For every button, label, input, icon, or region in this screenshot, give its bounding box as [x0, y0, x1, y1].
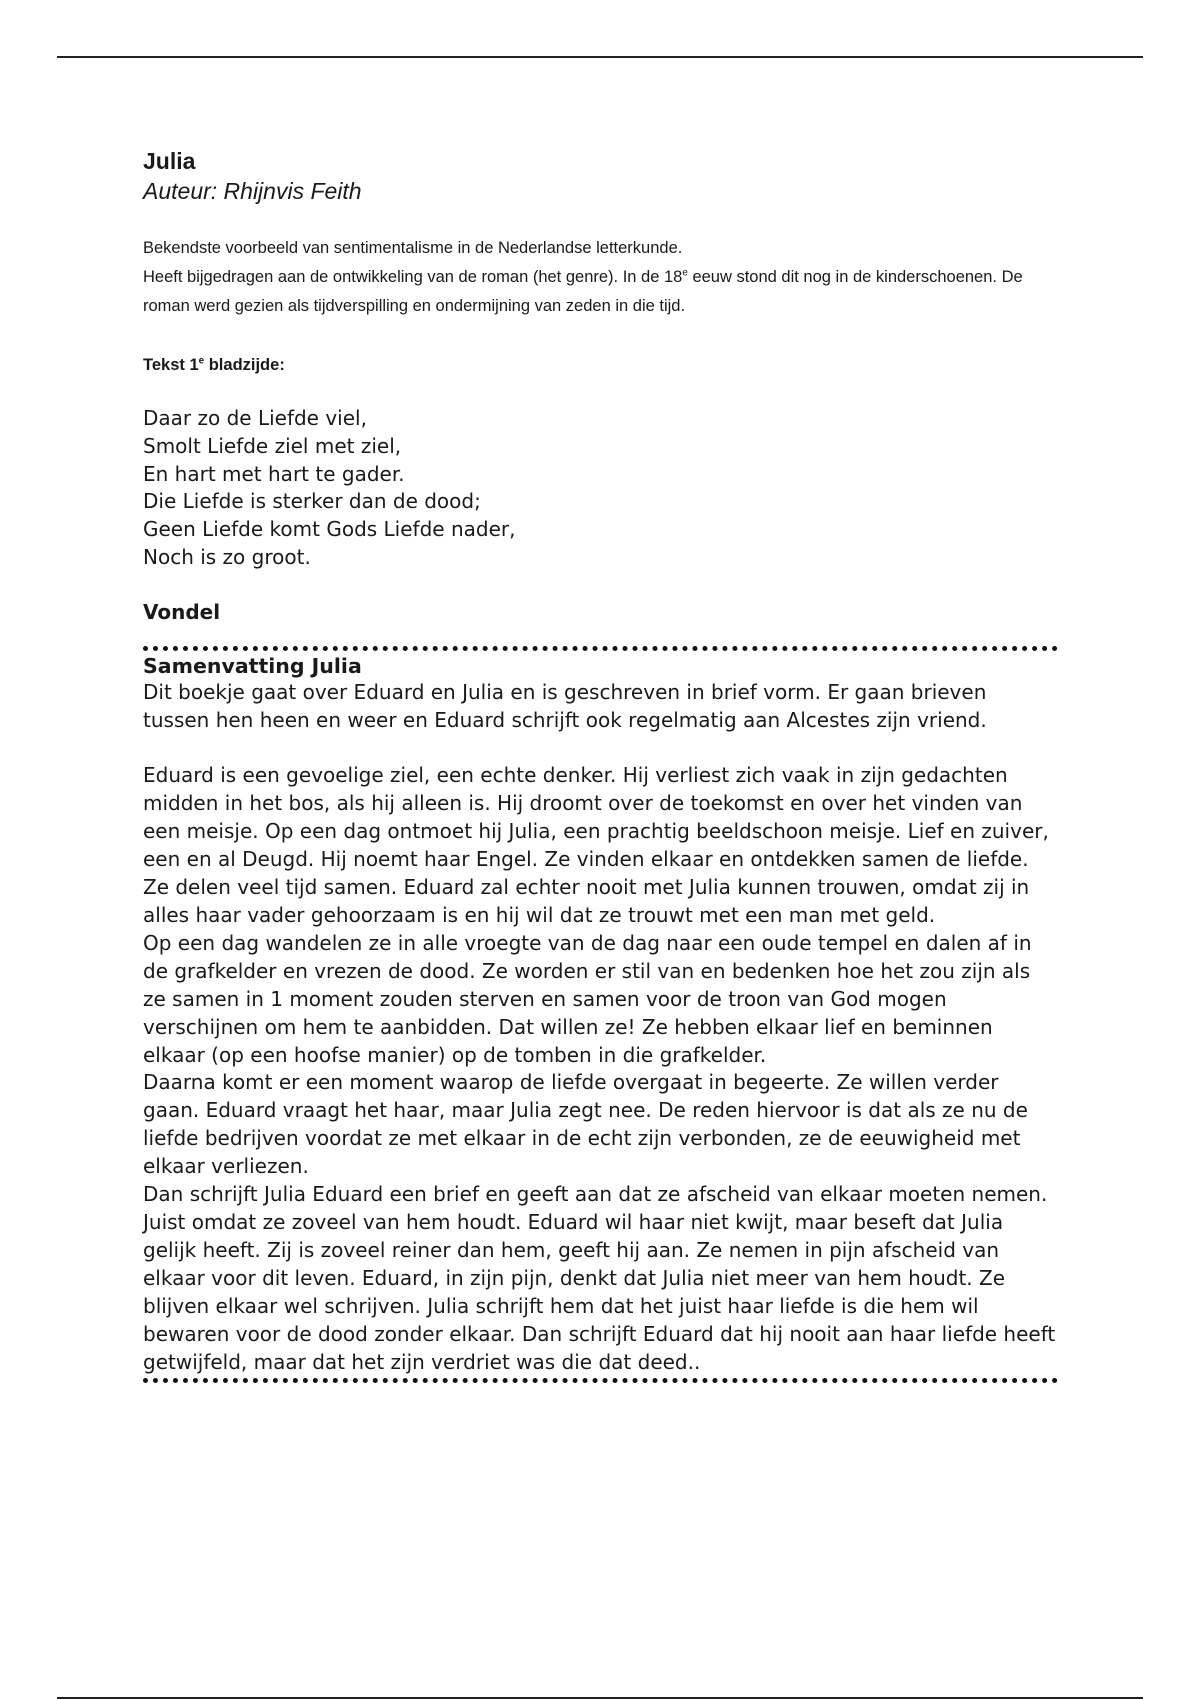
bottom-rule: [57, 1697, 1143, 1699]
poem-line: Die Liefde is sterker dan de dood;: [143, 489, 481, 514]
intro-line: Heeft bijgedragen aan de ontwikkeling van de roman (het genre). In de 18e eeuw stond dit nog in de kinderschoenen. De roman werd gezien als tijdverspilling en ondermijning van zeden in die tijd.: [143, 267, 1023, 315]
summary-paragraph: Daarna komt er een moment waarop de liefde overgaat in begeerte. Ze willen verder gaan. Eduard vraagt het haar, maar Julia zegt nee. De reden hiervoor is dat als ze nu de liefde bedrijven voordat ze met elkaar in de echt zijn verbonden, ze de eeuwigheid met elkaar verliezen.: [143, 1070, 1028, 1179]
summary-title: Samenvatting Julia: [143, 653, 362, 678]
summary-paragraph: Op een dag wandelen ze in alle vroegte van de dag naar een oude tempel en dalen af in de grafkelder en vrezen de dood. Ze worden er stil van en bedenken hoe het zou zijn als ze samen in 1 moment zouden sterven en samen voor de troon van God mogen verschijnen om hem te aanbidden. Dat willen ze! Ze hebben elkaar lief en beminnen elkaar (op een hoofse manier) op de tomben in die grafkelder.: [143, 930, 1032, 1067]
poem-line: Smolt Liefde ziel met ziel,: [143, 433, 402, 458]
summary-box: [143, 646, 1058, 1384]
poem-line: En hart met hart te gader.: [143, 461, 405, 486]
top-rule: [57, 56, 1143, 58]
page-content: [143, 146, 1058, 1383]
text-page-label: Tekst 1e bladzijde:: [143, 355, 285, 374]
summary-text: [143, 679, 1058, 1377]
poem-line: Daar zo de Liefde viel,: [143, 406, 367, 430]
summary-paragraph: Dit boekje gaat over Eduard en Julia en is geschreven in brief vorm. Er gaan brieven tussen hen heen en weer en Eduard schrijft ook regelmatig aan Alcestes zijn vriend.: [143, 679, 987, 732]
document-title: Julia: [143, 148, 196, 174]
intro-text: [143, 234, 1058, 321]
poem-author: Vondel: [143, 599, 221, 624]
poem: [143, 405, 1058, 572]
poem-line: Noch is zo groot.: [143, 544, 311, 569]
summary-paragraph: Dan schrijft Julia Eduard een brief en geeft aan dat ze afscheid van elkaar moeten nemen. Juist omdat ze zoveel van hem houdt. Eduard wil haar niet kwijt, maar beseft dat Julia gelijk heeft. Zij is zoveel reiner dan hem, geeft hij aan. Ze nemen in pijn afscheid van elkaar voor dit leven. Eduard, in zijn pijn, denkt dat Julia niet meer van hem houdt. Ze blijven elkaar wel schrijven. Julia schrijft hem dat het juist haar liefde is die hem wil bewaren voor de dood zonder elkaar. Dan schrijft Eduard dat hij nooit aan haar liefde heeft getwijfeld, maar dat het zijn verdriet was die dat deed..: [143, 1182, 1056, 1374]
document-author: Auteur: Rhijnvis Feith: [143, 178, 362, 204]
summary-paragraph: Eduard is een gevoelige ziel, een echte denker. Hij verliest zich vaak in zijn gedachten midden in het bos, als hij alleen is. Hij droomt over de toekomst en over het vinden van een meisje. Op een dag ontmoet hij Julia, een prachtig beeldschoon meisje. Lief en zuiver, een en al Deugd. Hij noemt haar Engel. Ze vinden elkaar en ontdekken samen de liefde. Ze delen veel tijd samen. Eduard zal echter nooit met Julia kunnen trouwen, omdat zij in alles haar vader gehoorzaam is en hij wil dat ze trouwt met een man met geld.: [143, 763, 1049, 928]
intro-line: Bekendste voorbeeld van sentimentalisme in de Nederlandse letterkunde.: [143, 239, 683, 257]
poem-line: Geen Liefde komt Gods Liefde nader,: [143, 517, 516, 542]
